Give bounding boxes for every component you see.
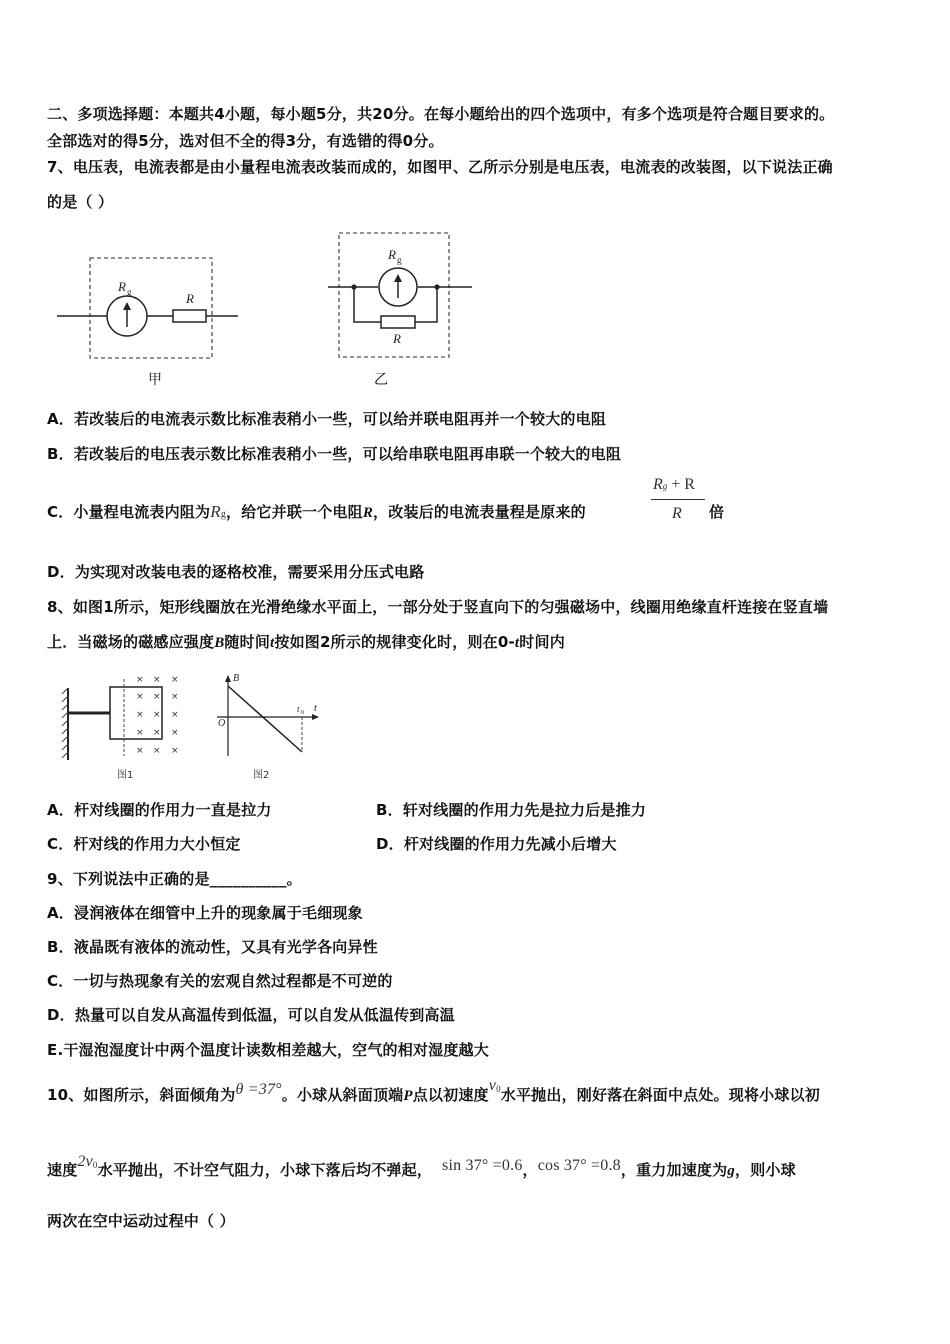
- t0-label-subscript: 0: [301, 710, 304, 716]
- cos-expression: cos 37° =0.8: [537, 1157, 621, 1174]
- svg-text:×: ×: [136, 692, 144, 702]
- q10-line3: 两次在空中运动过程中（ ）: [47, 1212, 235, 1230]
- q10-line2: [47, 1153, 796, 1180]
- t-axis-label: t: [314, 703, 317, 714]
- rg-label-subscript: g: [127, 287, 132, 297]
- t-axis-arrow: [312, 714, 319, 720]
- q10-line2-mid2: ，重力加速度为: [620, 1161, 728, 1179]
- q9-option-d: D．热量可以自发从高温传到低温，可以自发从低温传到高温: [47, 1006, 455, 1024]
- t-symbol: t: [270, 635, 275, 651]
- fig-yi-caption: 乙: [374, 372, 388, 388]
- q8-option-a: A．杆对线圈的作用力一直是拉力: [47, 801, 272, 819]
- q8-stem-end: 时间内: [519, 633, 565, 651]
- q10-line2-mid: 水平抛出，不计空气阻力，小球下落后均不弹起，: [97, 1161, 433, 1179]
- q10-line1-mid: 。小球从斜面顶端: [281, 1086, 404, 1104]
- q8-stem-mid2: 按如图2所示的规律变化时，则在0-: [274, 633, 515, 651]
- r-label: R: [186, 291, 194, 306]
- q9-option-e: E.干湿泡湿度计中两个温度计读数相差越大，空气的相对湿度越大: [47, 1041, 489, 1059]
- svg-text:×: ×: [153, 728, 161, 738]
- section-rule: 全部选对的得5分，选对但不全的得3分，有选错的得0分。: [47, 132, 444, 150]
- resistor-symbol: [173, 310, 206, 322]
- r-label: R: [393, 331, 401, 346]
- q7-option-a: A．若改装后的电流表示数比标准表稍小一些，可以给并联电阻再并一个较大的电阻: [47, 410, 607, 428]
- t-symbol-2: t: [514, 635, 520, 651]
- svg-text:×: ×: [171, 728, 179, 738]
- fraction-numerator-rg: R: [653, 476, 663, 493]
- svg-text:×: ×: [153, 692, 161, 702]
- q7-option-c: [47, 501, 586, 522]
- fraction-bar: [651, 499, 705, 500]
- fraction-numerator: [653, 476, 695, 494]
- svg-text:×: ×: [136, 676, 144, 685]
- 2v0-subscript: 0: [92, 1160, 98, 1170]
- q7-stem-line1: 7、电压表，电流表都是由小量程电流表改装而成的，如图甲、乙所示分别是电压表，电流表的改装图，以下说法正确: [47, 158, 833, 176]
- q7-option-b: B．若改装后的电压表示数比标准表稍小一些，可以给串联电阻再串联一个较大的电阻: [47, 445, 622, 463]
- b-line: [228, 686, 302, 752]
- q10-line2-pre: 速度: [47, 1161, 78, 1179]
- t0-label: t: [297, 704, 300, 714]
- rg-symbol: R: [210, 502, 221, 521]
- svg-text:×: ×: [171, 692, 179, 702]
- q10-line1-pre: 10、如图所示，斜面倾角为: [47, 1086, 236, 1104]
- origin-label: O: [218, 718, 226, 729]
- shunt-resistor-symbol: [381, 316, 415, 328]
- voltmeter-circuit-figure: [55, 255, 240, 360]
- svg-text:×: ×: [171, 746, 179, 756]
- fig-jia-caption: 甲: [148, 372, 162, 388]
- b-axis-arrow: [225, 675, 231, 682]
- rg-label: R: [388, 247, 396, 262]
- b-symbol: B: [214, 635, 225, 651]
- q10-line1: [47, 1077, 820, 1105]
- q9-option-a: A．浸润液体在细管中上升的现象属于毛细现象: [47, 904, 363, 922]
- q10-line2-comma: ，: [522, 1161, 538, 1179]
- q8-option-c: C．杆对线的作用力大小恒定: [47, 835, 241, 853]
- svg-text:×: ×: [136, 728, 144, 738]
- q7-option-d: D．为实现对改装电表的逐格校准，需要采用分压式电路: [47, 563, 425, 581]
- field-cross-marks: [136, 676, 179, 756]
- q8-option-d: D．杆对线圈的作用力先减小后增大: [376, 835, 617, 853]
- svg-text:×: ×: [153, 676, 161, 685]
- svg-text:×: ×: [171, 676, 179, 685]
- q10-line1-end: 水平抛出，刚好落在斜面中点处。现将小球以初: [500, 1086, 820, 1104]
- q7-option-c-end: 倍: [709, 503, 725, 521]
- svg-text:×: ×: [136, 746, 144, 756]
- q8-stem-pre: 上．当磁场的磁感应强度: [47, 633, 215, 651]
- rg-label-subscript: g: [397, 255, 402, 265]
- g-symbol: g: [727, 1163, 735, 1179]
- p-symbol: P: [403, 1088, 413, 1104]
- q9-stem: 9、下列说法中正确的是__________。: [47, 870, 302, 888]
- svg-text:×: ×: [153, 710, 161, 720]
- 2v0-symbol: 2v: [77, 1153, 93, 1170]
- q9-option-c: C．一切与热现象有关的宏观自然过程都是不可逆的: [47, 972, 393, 990]
- q10-line2-end: ，则小球: [735, 1161, 796, 1179]
- b-t-graph-figure: [214, 672, 324, 786]
- fig2-caption: 图2: [253, 770, 270, 781]
- q8-stem-mid: 随时间: [224, 633, 271, 651]
- q9-option-b: B．液晶既有液体的流动性，又具有光学各向异性: [47, 938, 378, 956]
- svg-text:×: ×: [171, 710, 179, 720]
- theta-expression: θ =37°: [235, 1081, 282, 1098]
- r-symbol: R: [362, 505, 374, 521]
- v0-symbol: v: [488, 1077, 497, 1094]
- b-axis-label: B: [233, 673, 240, 684]
- q7-option-c-pre: C．小量程电流表内阻为: [47, 503, 211, 521]
- svg-text:×: ×: [153, 746, 161, 756]
- rg-symbol-subscript: g: [220, 509, 227, 520]
- q8-option-b: B．轩对线圈的作用力先是拉力后是推力: [376, 801, 647, 819]
- q8-stem-line2: [47, 631, 565, 652]
- fig1-caption: 图1: [117, 770, 134, 781]
- q8-stem-line1: 8、如图1所示，矩形线圈放在光滑绝缘水平面上，一部分处于竖直向下的匀强磁场中，线圈用绝缘直杆连接在竖直墙: [47, 598, 829, 616]
- v0-subscript: 0: [496, 1084, 501, 1094]
- q10-line1-mid2: 点以初速度: [412, 1086, 489, 1104]
- fraction-denominator: R: [672, 505, 682, 522]
- sin-expression: sin 37° =0.6: [442, 1157, 523, 1174]
- ammeter-circuit-figure: [326, 230, 476, 362]
- coil-magnetic-field-figure: [62, 676, 192, 786]
- fraction-numerator-subscript: g: [662, 481, 668, 491]
- fraction-numerator-plus-r: + R: [667, 476, 695, 493]
- section-heading: 二、多项选择题：本题共4小题，每小题5分，共20分。在每小题给出的四个选项中，有多个选项是符合题目要求的。: [47, 105, 835, 123]
- q7-option-c-post: ，改装后的电流表量程是原来的: [373, 503, 586, 521]
- svg-text:×: ×: [136, 710, 144, 720]
- q7-stem-line2: 的是（ ）: [47, 193, 114, 211]
- q7-option-c-mid: ，给它并联一个电阻: [226, 503, 363, 521]
- rg-label: R: [118, 279, 126, 294]
